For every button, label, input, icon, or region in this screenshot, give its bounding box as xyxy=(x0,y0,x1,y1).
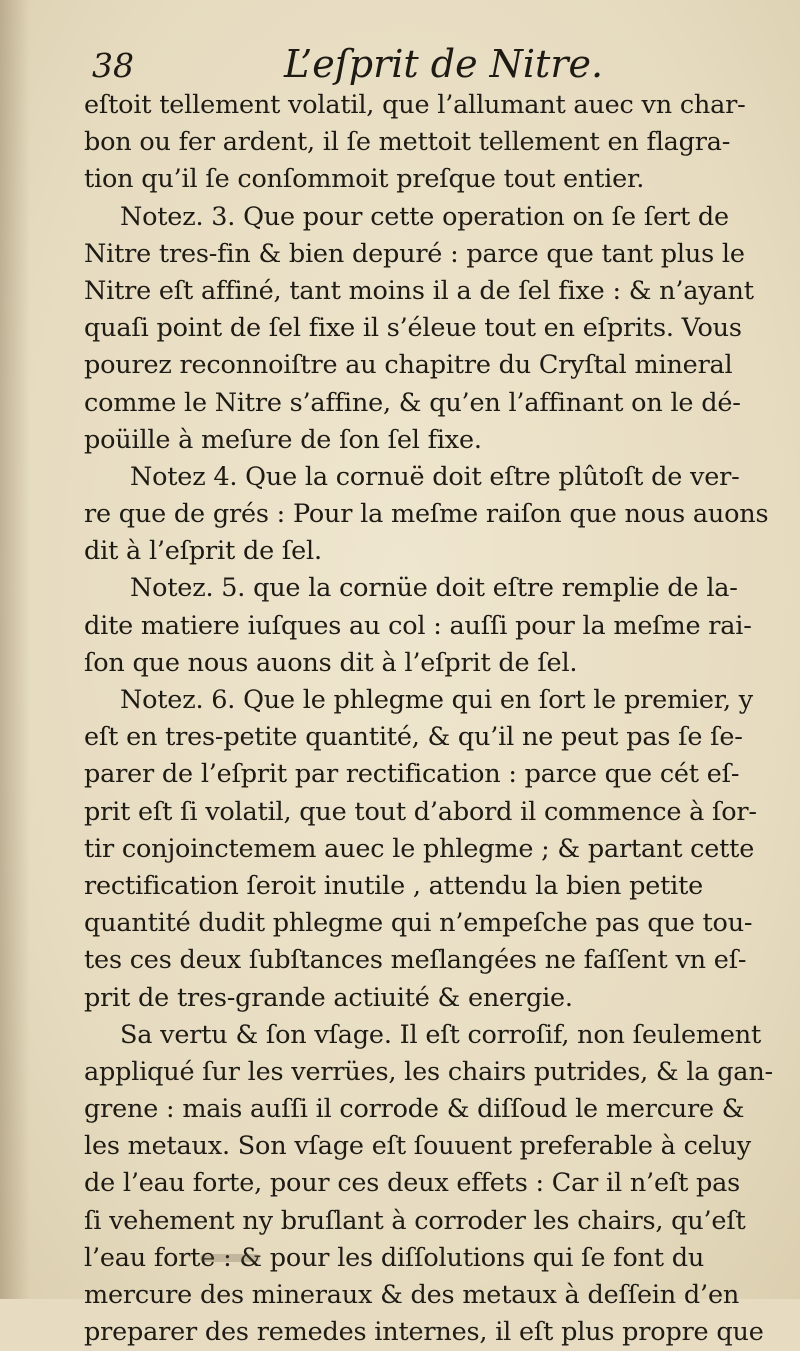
text-line: dit à l’eſprit de ſel. xyxy=(84,536,322,567)
text-line: rectification ſeroit inutile , attendu la bien petite xyxy=(84,870,704,901)
body-text xyxy=(84,87,773,1351)
text-line: bon ou fer ardent, il ſe mettoit tellement en flagra- xyxy=(84,127,731,158)
text-line: tes ces deux ſubſtances meſlangées ne faſſent vn eſ- xyxy=(84,945,747,976)
text-line: quaſi point de ſel fixe il s’éleue tout en eſprits. Vous xyxy=(84,313,742,344)
text-line: de l’eau forte, pour ces deux effets : Car il n’eſt pas xyxy=(84,1168,741,1199)
text-line: preparer des remedes internes, il eſt plus propre que xyxy=(84,1317,764,1348)
text-line: mercure des mineraux & des metaux à deſſein d’en xyxy=(84,1280,740,1310)
text-line: Nitre eſt affiné, tant moins il a de ſel fixe : & n’ayant xyxy=(84,275,754,306)
page-header xyxy=(84,42,744,92)
text-line: quantité dudit phlegme qui n’empeſche pas que tou- xyxy=(84,908,753,939)
text-line: les metaux. Son vſage eſt ſouuent preferable à celuy xyxy=(84,1131,751,1162)
text-line: appliqué ſur les verrües, les chairs putrides, & la gan- xyxy=(84,1056,773,1087)
text-line: prit eſt ſi volatil, que tout d’abord il commence à ſor- xyxy=(84,796,757,827)
ink-smudge xyxy=(200,1254,260,1262)
text-line: eſt en tres-petite quantité, & qu’il ne peut pas ſe ſe- xyxy=(84,722,743,753)
text-line: Notez 4. Que la cornuë doit eſtre plûtoſt de ver- xyxy=(130,461,740,492)
text-line: comme le Nitre s’affine, & qu’en l’affinant on le dé- xyxy=(84,387,741,418)
text-line: Notez. 6. Que le phlegme qui en ſort le premier, y xyxy=(120,685,754,715)
text-line: ſon que nous auons dit à l’eſprit de ſel. xyxy=(84,647,578,678)
text-line: Sa vertu & ſon vſage. Il eſt corroſif, non ſeulement xyxy=(120,1019,761,1050)
running-title: L’eſprit de Nitre. xyxy=(284,42,604,86)
page-gutter-shadow xyxy=(0,0,30,1299)
text-line: Notez. 5. que la cornüe doit eſtre remplie de la- xyxy=(130,573,738,604)
text-line: Notez. 3. Que pour cette operation on ſe ſert de xyxy=(120,201,729,232)
text-line: l’eau forte : & pour les diſſolutions qui ſe font du xyxy=(84,1242,705,1273)
text-line: poüille à meſure de ſon ſel fixe. xyxy=(84,424,482,455)
text-line: ſi vehement ny bruſlant à corroder les chairs, qu’eſt xyxy=(84,1205,746,1236)
text-line: tir conjoinctemem auec le phlegme ; & partant cette xyxy=(84,833,755,864)
page-number: 38 xyxy=(92,46,134,85)
text-line: eſtoit tellement volatil, que l’allumant auec vn char- xyxy=(84,90,746,120)
text-line: Nitre tres-fin & bien depuré : parce que tant plus le xyxy=(84,238,745,269)
text-line: grene : mais auſſi il corrode & diſſoud le mercure & xyxy=(84,1094,745,1125)
text-line: prit de tres-grande actiuité & energie. xyxy=(84,982,573,1013)
text-line: dite matiere iuſques au col : auſſi pour la meſme rai- xyxy=(84,610,752,641)
text-line: re que de grés : Pour la meſme raiſon que nous auons xyxy=(84,499,769,530)
text-line: parer de l’eſprit par rectification : parce que cét eſ- xyxy=(84,759,740,790)
text-line: tion qu’il ſe conſommoit preſque tout entier. xyxy=(84,164,645,195)
text-line: pourez reconnoiſtre au chapitre du Cryſtal mineral xyxy=(84,350,733,381)
